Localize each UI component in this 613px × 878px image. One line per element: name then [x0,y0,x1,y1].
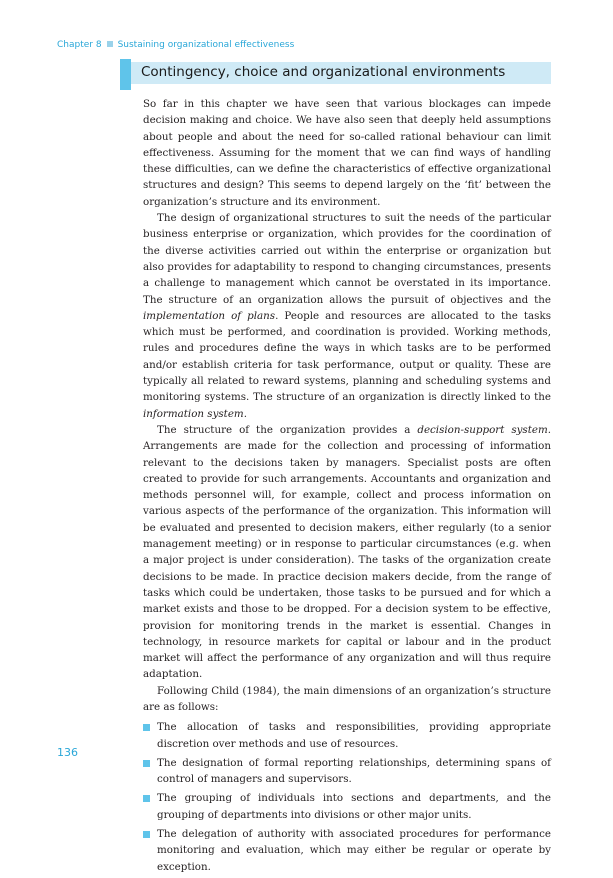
list-item-text: The grouping of individuals into sections and departments, and the grouping of departments into divisions or other major units. [157,792,551,821]
emphasis-decision-support-system: decision-support system [417,423,548,436]
emphasis-information-system: information system [143,407,244,420]
paragraph-2-text-c: . [243,407,247,420]
chapter-title: Sustaining organizational effectiveness [117,40,295,50]
list-item-text: The allocation of tasks and responsibilities, providing appropriate discretion over methods and use of resources. [157,721,551,750]
paragraph-3-text-a: The structure of the organization provides a [157,423,418,436]
list-item [143,719,551,752]
separator-square-icon [107,41,113,47]
dimensions-list [143,719,551,875]
paragraph-2-text-b: . People and resources are allocated to the tasks which must be performed, and coordination is provided. Working methods, rules and procedures define the ways in which tasks are to be performed and/or establish criteria for task performance, output or quality. These are typically all related to reward systems, planning and scheduling systems and monitoring systems. The structure of an organization is directly linked to the [143,309,551,404]
bullet-square-icon [143,795,150,802]
paragraph-1: So far in this chapter we have seen that various blockages can impede decision making and choice. We have also seen that deeply held assumptions about people and about the need for so-called rational behaviour can limit effectiveness. Assuming for the moment that we can find ways of handling these difficulties, can we define the characteristics of effective organizational structures and design? This seems to depend largely on the ‘fit’ between the organization’s structure and its environment. [143,98,551,208]
list-item [143,790,551,823]
running-head [57,40,294,50]
list-item-text: The delegation of authority with associated procedures for performance monitoring and evaluation, which may either be regular or operate by exception. [157,828,551,873]
bullet-square-icon [143,724,150,731]
list-item-text: The designation of formal reporting relationships, determining spans of control of managers and supervisors. [157,756,551,786]
paragraph-2 [143,210,551,422]
paragraph-2-text-a: The design of organizational structures to suit the needs of the particular business enterprise or organization, which provides for the coordination of the diverse activities carried out within the enterprise or organization but also provides for adaptability to respond to changing circumstances, presents a challenge to management which cannot be overstated in its importance. The structure of an organization allows the pursuit of objectives and the [143,212,551,306]
list-item [143,755,551,788]
section-title: Contingency, choice and organizational environments [141,64,506,80]
body-text [143,96,551,878]
bullet-square-icon [143,760,150,767]
section-accent-marker [120,59,131,90]
paragraph-3 [143,422,551,683]
bullet-square-icon [143,831,150,838]
paragraph-4: Following Child (1984), the main dimensions of an organization’s structure are as follows: [143,684,551,713]
paragraph-3-text-b: . Arrangements are made for the collection and processing of information relevant to the decisions taken by managers. Specialist posts are often created to provide for such arrangements. Accountants and organization and methods personnel will, for example, collect and process information on various aspects of the performance of the organization. This information will be evaluated and presented to decision makers, either regularly (to a senior management meeting) or in response to particular circumstances (e.g. when a major project is under consideration). The tasks of the organization create decisions to be made. In practice decision makers decide, from the range of tasks which could be undertaken, those tasks to be pursued and for which a market exists and those to be dropped. For a decision system to be effective, provision for monitoring trends in the market is essential. Changes in technology, in resource markets for capital or labour and in the product market will affect the performance of any organization and will thus require adaptation. [143,423,551,681]
page-number: 136 [57,746,78,759]
emphasis-implementation-of-plans: implementation of plans [143,309,276,322]
chapter-label: Chapter 8 [57,40,102,50]
list-item [143,826,551,875]
